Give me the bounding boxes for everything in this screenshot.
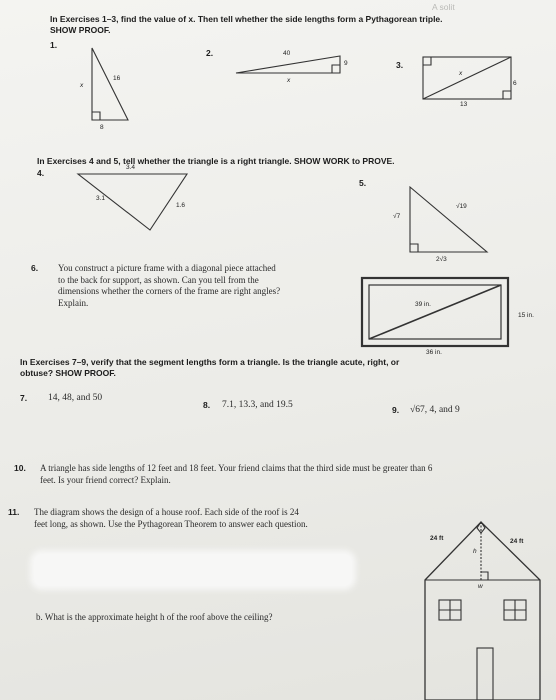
section3-header-line1: In Exercises 7–9, verify that the segment lengths form a triangle. Is the triangle acute, right, or <box>20 357 400 367</box>
roof-left-label: 24 ft <box>430 535 444 542</box>
ex6-line-3: dimensions whether the corners of the frame are right angles? <box>58 286 281 296</box>
ex1-leg-label: 16 <box>113 75 121 82</box>
section2-header: In Exercises 4 and 5, tell whether the triangle is a right triangle. SHOW WORK to PROVE. <box>37 156 395 166</box>
section1-header-line1: In Exercises 1–3, find the value of x. Then tell whether the side lengths form a Pythagorean triple. <box>50 14 443 24</box>
section3-header-line2: obtuse? SHOW PROOF. <box>20 368 116 378</box>
exercise-8-text: 7.1, 13.3, and 19.5 <box>222 400 293 410</box>
ex5-base-label: 2√3 <box>436 256 447 263</box>
ex1-hyp-label: x <box>80 82 84 89</box>
ex2-hyp-label: 40 <box>283 50 291 57</box>
ex3-diag-label: x <box>459 70 463 77</box>
exercise-1-number: 1. <box>50 40 58 50</box>
width-label: w <box>478 583 483 590</box>
exercise-4-number: 4. <box>37 168 45 178</box>
exercise-8-number: 8. <box>203 400 211 410</box>
ex4-top-label: 3.4 <box>126 164 136 171</box>
ex2-leg-label: 9 <box>344 60 348 67</box>
ex6-side-label: 15 in. <box>518 312 534 319</box>
ex11-part-b: b. What is the approximate height h of the roof above the ceiling? <box>36 612 273 622</box>
ex4-right-label: 1.6 <box>176 202 186 209</box>
exercise-7-text: 14, 48, and 50 <box>48 393 103 403</box>
ex4-left-label: 3.1 <box>96 195 106 202</box>
exercise-9-number: 9. <box>392 405 400 415</box>
exercise-2-number: 2. <box>206 48 214 58</box>
ex3-long-label: 13 <box>460 101 468 108</box>
ex3-short-label: 6 <box>513 80 517 87</box>
ex10-line-2: feet. Is your friend correct? Explain. <box>40 475 171 485</box>
ex10-line-1: A triangle has side lengths of 12 feet and 18 feet. Your friend claims that the third side must be greater than 6 <box>40 463 433 473</box>
height-label: h <box>473 548 477 555</box>
exercise-11-number: 11. <box>8 507 20 517</box>
ex6-line-1: You construct a picture frame with a diagonal piece attached <box>58 263 276 273</box>
exercise-5-number: 5. <box>359 178 367 188</box>
ex1-base-label: 8 <box>100 124 104 131</box>
ex6-line-2: to the back for support, as shown. Can you tell from the <box>58 274 259 285</box>
ex2-base-label: x <box>287 77 291 84</box>
exercise-6-number: 6. <box>31 263 39 273</box>
exercise-10-number: 10. <box>14 463 26 473</box>
exercise-3-number: 3. <box>396 60 404 70</box>
ex11-line-1: The diagram shows the design of a house roof. Each side of the roof is 24 <box>34 507 299 517</box>
ex6-line-4: Explain. <box>58 297 89 308</box>
corner-faint-text: A solit <box>432 2 455 12</box>
exercise-7-number: 7. <box>20 393 28 403</box>
section1-header-line2: SHOW PROOF. <box>50 25 111 35</box>
ex5-hyp-label: √19 <box>456 203 467 210</box>
ex5-left-label: √7 <box>393 213 401 220</box>
ex11-line-2: feet long, as shown. Use the Pythagorean Theorem to answer each question. <box>34 519 308 529</box>
roof-right-label: 24 ft <box>510 538 524 545</box>
ex6-diag-label: 39 in. <box>415 301 431 308</box>
ex6-base-label: 36 in. <box>426 349 442 356</box>
exercise-9-text: √67, 4, and 9 <box>410 405 460 415</box>
